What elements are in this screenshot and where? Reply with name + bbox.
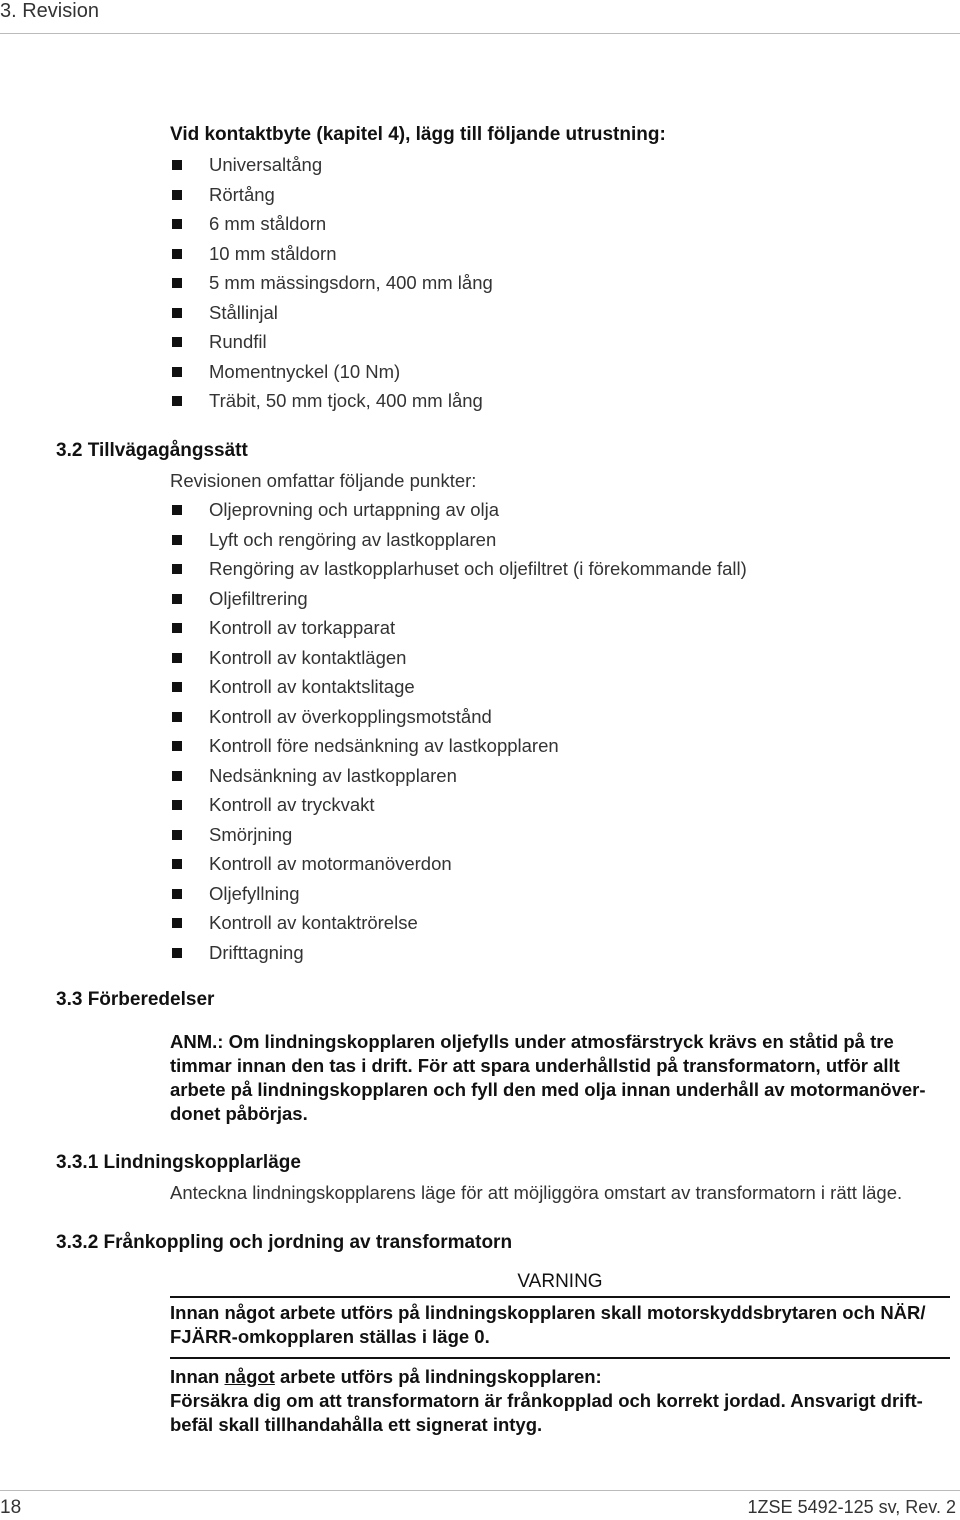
list-item-label: Oljefiltrering xyxy=(209,587,308,609)
list-item xyxy=(170,357,493,387)
list-item-label: Nedsänkning av lastkopplaren xyxy=(209,764,457,786)
list-item-label: Rörtång xyxy=(209,183,275,205)
list-item-label: Drifttagning xyxy=(209,941,304,963)
list-item xyxy=(170,879,747,909)
square-bullet-icon xyxy=(172,741,182,751)
list-item-label: Oljeprovning och urtappning av olja xyxy=(209,499,500,520)
square-bullet-icon xyxy=(172,859,182,869)
list-item xyxy=(170,643,747,673)
list-item xyxy=(170,672,747,702)
note-block xyxy=(170,1030,950,1126)
footer-divider xyxy=(0,1490,960,1491)
note-line: donet påbörjas. xyxy=(170,1103,308,1124)
square-bullet-icon xyxy=(172,889,182,899)
list-item-label: Rundfil xyxy=(209,331,267,352)
list-item-label: 5 mm mässingsdorn, 400 mm lång xyxy=(209,272,493,293)
equipment-heading: Vid kontaktbyte (kapitel 4), lägg till följande utrustning: xyxy=(170,124,666,145)
list-item-label: Träbit, 50 mm tjock, 400 mm lång xyxy=(209,390,483,411)
square-bullet-icon xyxy=(172,190,182,200)
square-bullet-icon xyxy=(172,918,182,928)
square-bullet-icon xyxy=(172,367,182,377)
list-item-label: Kontroll av överkopplingsmotstånd xyxy=(209,705,492,727)
list-item-label: 10 mm ståldorn xyxy=(209,242,337,264)
list-item-label: Kontroll av kontaktlägen xyxy=(209,646,407,668)
list-item-label: Rengöring av lastkopplarhuset och oljefiltret (i förekommande fall) xyxy=(209,558,747,579)
square-bullet-icon xyxy=(172,249,182,259)
square-bullet-icon xyxy=(172,219,182,229)
square-bullet-icon xyxy=(172,948,182,958)
warning-line: Innan något arbete utförs på lindningskopplaren skall motorskyddsbrytaren och NÄR/ xyxy=(170,1302,926,1323)
square-bullet-icon xyxy=(172,830,182,840)
list-item-label: Smörjning xyxy=(209,823,293,845)
note-line: timmar innan den tas i drift. För att spara underhållstid på transformatorn, utför allt xyxy=(170,1055,900,1076)
document-id: 1ZSE 5492-125 sv, Rev. 2 xyxy=(747,1497,956,1517)
equipment-list xyxy=(170,150,493,416)
list-item xyxy=(170,268,493,298)
list-item xyxy=(170,386,493,416)
list-item xyxy=(170,209,493,239)
square-bullet-icon xyxy=(172,396,182,406)
warning-line: befäl skall tillhandahålla ett signerat intyg. xyxy=(170,1414,543,1435)
section-3-3-1-heading: 3.3.1 Lindningskopplarläge xyxy=(56,1152,301,1173)
section-3-2-heading: 3.2 Tillvägagångssätt xyxy=(56,440,248,461)
list-item xyxy=(170,180,493,210)
section-3-2-lead: Revisionen omfattar följande punkter: xyxy=(170,470,477,491)
square-bullet-icon xyxy=(172,623,182,633)
list-item xyxy=(170,554,747,584)
list-item xyxy=(170,327,493,357)
section-3-3-1-text: Anteckna lindningskopplarens läge för att möjliggöra omstart av transformatorn i rätt läge. xyxy=(170,1182,903,1203)
square-bullet-icon xyxy=(172,160,182,170)
section-3-3-2-heading: 3.3.2 Frånkoppling och jordning av transformatorn xyxy=(56,1232,513,1253)
list-item xyxy=(170,584,747,614)
header-divider xyxy=(0,33,960,34)
list-item xyxy=(170,613,747,643)
list-item xyxy=(170,495,747,525)
square-bullet-icon xyxy=(172,505,182,515)
square-bullet-icon xyxy=(172,712,182,722)
square-bullet-icon xyxy=(172,308,182,318)
list-item xyxy=(170,525,747,555)
warning-text-1 xyxy=(170,1301,955,1349)
square-bullet-icon xyxy=(172,337,182,347)
warning-line: Försäkra dig om att transformatorn är frånkopplad och korrekt jordad. Ansvarigt drift- xyxy=(170,1390,923,1411)
section-3-3-heading: 3.3 Förberedelser xyxy=(56,989,215,1010)
list-item xyxy=(170,298,493,328)
list-item xyxy=(170,731,747,761)
note-line: arbete på lindningskopplaren och fyll den med olja innan underhåll av motormanöver- xyxy=(170,1079,926,1100)
list-item-label: Momentnyckel (10 Nm) xyxy=(209,360,401,382)
list-item xyxy=(170,908,747,938)
page-number: 18 xyxy=(0,1497,22,1518)
list-item-label: 6 mm ståldorn xyxy=(209,213,327,234)
list-item-label: Stållinjal xyxy=(209,301,278,323)
square-bullet-icon xyxy=(172,594,182,604)
list-item-label: Universaltång xyxy=(209,154,323,175)
warning-rule-middle xyxy=(170,1357,950,1359)
list-item-label: Kontroll av tryckvakt xyxy=(209,794,375,815)
warning-line-prefix: Innan xyxy=(170,1366,225,1387)
square-bullet-icon xyxy=(172,800,182,810)
warning-underlined-word: något xyxy=(224,1366,275,1387)
square-bullet-icon xyxy=(172,564,182,574)
list-item xyxy=(170,150,493,180)
list-item xyxy=(170,702,747,732)
list-item-label: Kontroll före nedsänkning av lastkopplaren xyxy=(209,735,559,756)
list-item-label: Kontroll av kontaktslitage xyxy=(209,676,415,697)
list-item xyxy=(170,790,747,820)
list-item-label: Kontroll av kontaktrörelse xyxy=(209,912,418,933)
list-item xyxy=(170,761,747,791)
warning-line-suffix: arbete utförs på lindningskopplaren: xyxy=(274,1366,602,1387)
list-item-label: Lyft och rengöring av lastkopplaren xyxy=(209,528,497,550)
warning-title: VARNING xyxy=(517,1271,603,1292)
warning-line: FJÄRR-omkopplaren ställas i läge 0. xyxy=(170,1326,490,1347)
running-header: 3. Revision xyxy=(0,0,99,22)
square-bullet-icon xyxy=(172,278,182,288)
square-bullet-icon xyxy=(172,653,182,663)
warning-line xyxy=(170,1365,955,1389)
list-item xyxy=(170,938,747,968)
list-item xyxy=(170,820,747,850)
list-item-label: Kontroll av torkapparat xyxy=(209,617,396,638)
list-item-label: Kontroll av motormanöverdon xyxy=(209,853,452,874)
square-bullet-icon xyxy=(172,771,182,781)
square-bullet-icon xyxy=(172,682,182,692)
list-item-label: Oljefyllning xyxy=(209,882,300,904)
warning-text-2 xyxy=(170,1365,955,1437)
warning-rule-top xyxy=(170,1296,950,1298)
revision-steps-list xyxy=(170,495,747,967)
list-item xyxy=(170,849,747,879)
square-bullet-icon xyxy=(172,535,182,545)
list-item xyxy=(170,239,493,269)
note-line: ANM.: Om lindningskopplaren oljefylls under atmosfärstryck krävs en ståtid på tre xyxy=(170,1031,894,1052)
